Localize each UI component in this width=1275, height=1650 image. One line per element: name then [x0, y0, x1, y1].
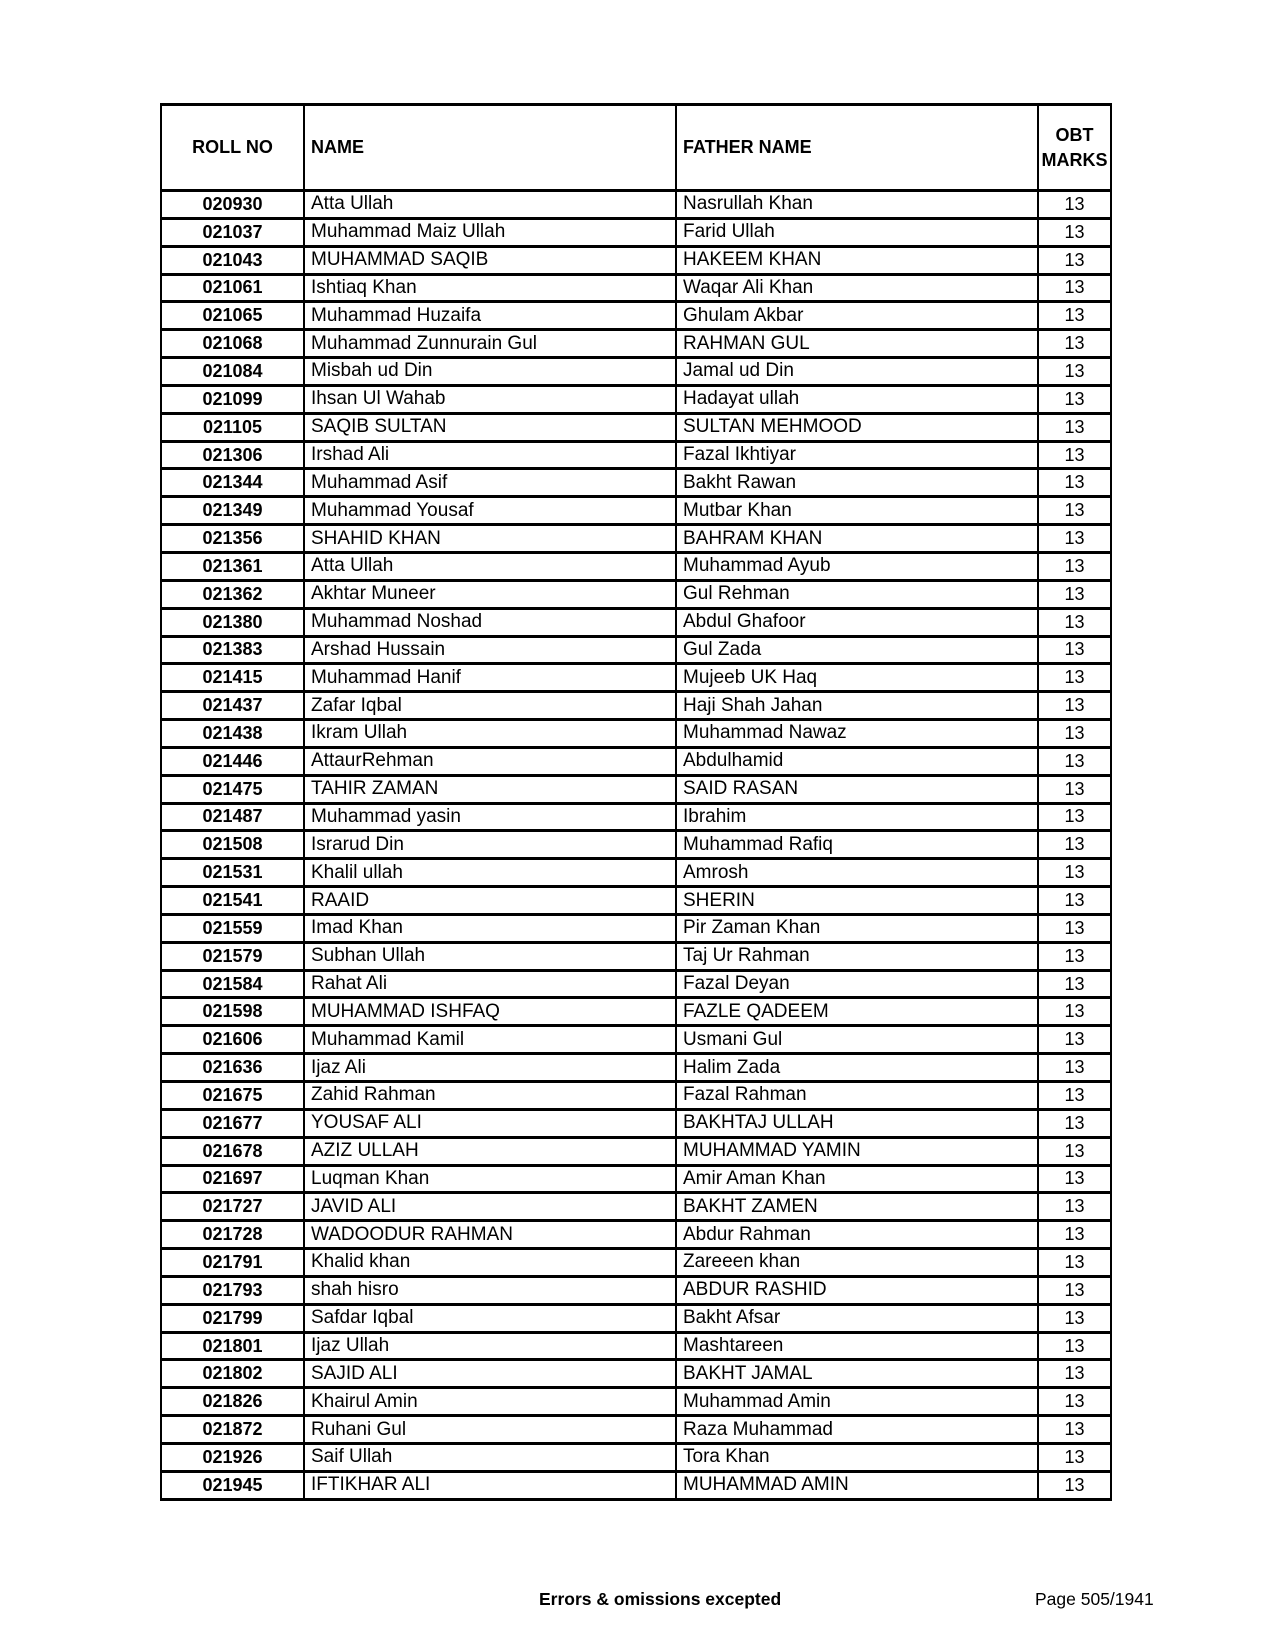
- obt-marks-cell: 13: [1038, 1193, 1111, 1221]
- name-cell: IFTIKHAR ALI: [304, 1471, 676, 1499]
- table-row: [161, 441, 1111, 469]
- table-row: [161, 692, 1111, 720]
- father-name-cell: BAKHT ZAMEN: [676, 1193, 1038, 1221]
- name-cell: MUHAMMAD ISHFAQ: [304, 998, 676, 1026]
- father-name-cell: Haji Shah Jahan: [676, 692, 1038, 720]
- name-cell: SAQIB SULTAN: [304, 413, 676, 441]
- obt-marks-cell: 13: [1038, 608, 1111, 636]
- father-name-cell: Muhammad Ayub: [676, 552, 1038, 580]
- roll-no-cell: 021793: [161, 1276, 304, 1304]
- roll-no-cell: 021306: [161, 441, 304, 469]
- obt-marks-cell: 13: [1038, 330, 1111, 358]
- name-cell: Muhammad Huzaifa: [304, 302, 676, 330]
- name-cell: AZIZ ULLAH: [304, 1137, 676, 1165]
- name-cell: Imad Khan: [304, 914, 676, 942]
- father-name-cell: SULTAN MEHMOOD: [676, 413, 1038, 441]
- father-name-cell: Amir Aman Khan: [676, 1165, 1038, 1193]
- father-name-cell: Mutbar Khan: [676, 497, 1038, 525]
- header-name: NAME: [304, 105, 676, 191]
- table-row: [161, 1082, 1111, 1110]
- obt-marks-cell: 13: [1038, 1137, 1111, 1165]
- name-cell: Atta Ullah: [304, 552, 676, 580]
- father-name-cell: Bakht Afsar: [676, 1304, 1038, 1332]
- table-row: [161, 998, 1111, 1026]
- name-cell: Ishtiaq Khan: [304, 274, 676, 302]
- name-cell: AttaurRehman: [304, 747, 676, 775]
- father-name-cell: Muhammad Amin: [676, 1388, 1038, 1416]
- name-cell: Ijaz Ullah: [304, 1332, 676, 1360]
- roll-no-cell: 021105: [161, 413, 304, 441]
- roll-no-cell: 021383: [161, 636, 304, 664]
- name-cell: Ruhani Gul: [304, 1416, 676, 1444]
- obt-marks-cell: 13: [1038, 970, 1111, 998]
- table-row: [161, 608, 1111, 636]
- father-name-cell: Gul Zada: [676, 636, 1038, 664]
- father-name-cell: HAKEEM KHAN: [676, 246, 1038, 274]
- name-cell: Khairul Amin: [304, 1388, 676, 1416]
- table-row: [161, 1471, 1111, 1499]
- table-row: [161, 385, 1111, 413]
- father-name-cell: Abdulhamid: [676, 747, 1038, 775]
- obt-marks-cell: 13: [1038, 803, 1111, 831]
- table-row: [161, 720, 1111, 748]
- father-name-cell: Ibrahim: [676, 803, 1038, 831]
- father-name-cell: Halim Zada: [676, 1054, 1038, 1082]
- roll-no-cell: 021728: [161, 1221, 304, 1249]
- name-cell: TAHIR ZAMAN: [304, 775, 676, 803]
- father-name-cell: Fazal Deyan: [676, 970, 1038, 998]
- roll-no-cell: 021606: [161, 1026, 304, 1054]
- name-cell: Muhammad Maiz Ullah: [304, 218, 676, 246]
- obt-marks-cell: 13: [1038, 580, 1111, 608]
- name-cell: Subhan Ullah: [304, 942, 676, 970]
- obt-marks-cell: 13: [1038, 1165, 1111, 1193]
- name-cell: WADOODUR RAHMAN: [304, 1221, 676, 1249]
- obt-marks-cell: 13: [1038, 747, 1111, 775]
- name-cell: Atta Ullah: [304, 191, 676, 219]
- name-cell: Muhammad Yousaf: [304, 497, 676, 525]
- table-row: [161, 1137, 1111, 1165]
- name-cell: Muhammad Hanif: [304, 664, 676, 692]
- father-name-cell: Usmani Gul: [676, 1026, 1038, 1054]
- father-name-cell: Farid Ullah: [676, 218, 1038, 246]
- table-row: [161, 218, 1111, 246]
- name-cell: Rahat Ali: [304, 970, 676, 998]
- father-name-cell: Pir Zaman Khan: [676, 914, 1038, 942]
- roll-no-cell: 021437: [161, 692, 304, 720]
- father-name-cell: Waqar Ali Khan: [676, 274, 1038, 302]
- roll-no-cell: 021043: [161, 246, 304, 274]
- obt-marks-cell: 13: [1038, 775, 1111, 803]
- father-name-cell: Mashtareen: [676, 1332, 1038, 1360]
- footer-note: Errors & omissions excepted: [539, 1589, 782, 1609]
- roll-no-cell: 021675: [161, 1082, 304, 1110]
- roll-no-cell: 021099: [161, 385, 304, 413]
- table-row: [161, 191, 1111, 219]
- name-cell: Muhammad Kamil: [304, 1026, 676, 1054]
- roll-no-cell: 021061: [161, 274, 304, 302]
- obt-marks-cell: 13: [1038, 1332, 1111, 1360]
- table-row: [161, 859, 1111, 887]
- table-row: [161, 970, 1111, 998]
- roll-no-cell: 021677: [161, 1109, 304, 1137]
- roll-no-cell: 021799: [161, 1304, 304, 1332]
- name-cell: MUHAMMAD SAQIB: [304, 246, 676, 274]
- obt-marks-cell: 13: [1038, 720, 1111, 748]
- roll-no-cell: 021349: [161, 497, 304, 525]
- father-name-cell: Abdur Rahman: [676, 1221, 1038, 1249]
- table-row: [161, 1360, 1111, 1388]
- obt-marks-cell: 13: [1038, 636, 1111, 664]
- obt-marks-cell: 13: [1038, 1054, 1111, 1082]
- obt-marks-cell: 13: [1038, 831, 1111, 859]
- name-cell: YOUSAF ALI: [304, 1109, 676, 1137]
- roll-no-cell: 021579: [161, 942, 304, 970]
- results-table: [160, 103, 1112, 1501]
- obt-marks-cell: 13: [1038, 998, 1111, 1026]
- name-cell: Zafar Iqbal: [304, 692, 676, 720]
- father-name-cell: Zareeen khan: [676, 1249, 1038, 1277]
- table-row: [161, 413, 1111, 441]
- roll-no-cell: 021446: [161, 747, 304, 775]
- table-row: [161, 1304, 1111, 1332]
- table-row: [161, 580, 1111, 608]
- father-name-cell: FAZLE QADEEM: [676, 998, 1038, 1026]
- obt-marks-cell: 13: [1038, 1443, 1111, 1471]
- table-row: [161, 1416, 1111, 1444]
- father-name-cell: Muhammad Rafiq: [676, 831, 1038, 859]
- roll-no-cell: 021356: [161, 525, 304, 553]
- father-name-cell: Jamal ud Din: [676, 358, 1038, 386]
- table-row: [161, 803, 1111, 831]
- roll-no-cell: 021926: [161, 1443, 304, 1471]
- obt-marks-cell: 13: [1038, 525, 1111, 553]
- table-row: [161, 1026, 1111, 1054]
- name-cell: Irshad Ali: [304, 441, 676, 469]
- roll-no-cell: 021872: [161, 1416, 304, 1444]
- father-name-cell: Raza Muhammad: [676, 1416, 1038, 1444]
- obt-marks-cell: 13: [1038, 302, 1111, 330]
- roll-no-cell: 021344: [161, 469, 304, 497]
- father-name-cell: RAHMAN GUL: [676, 330, 1038, 358]
- obt-marks-cell: 13: [1038, 441, 1111, 469]
- roll-no-cell: 021584: [161, 970, 304, 998]
- roll-no-cell: 021415: [161, 664, 304, 692]
- obt-marks-cell: 13: [1038, 1471, 1111, 1499]
- name-cell: RAAID: [304, 887, 676, 915]
- name-cell: Akhtar Muneer: [304, 580, 676, 608]
- name-cell: Zahid Rahman: [304, 1082, 676, 1110]
- table-row: [161, 1249, 1111, 1277]
- header-father-name: FATHER NAME: [676, 105, 1038, 191]
- obt-marks-cell: 13: [1038, 552, 1111, 580]
- table-row: [161, 664, 1111, 692]
- table-header: [161, 105, 1111, 191]
- roll-no-cell: 021068: [161, 330, 304, 358]
- father-name-cell: BAKHT JAMAL: [676, 1360, 1038, 1388]
- table-row: [161, 1388, 1111, 1416]
- name-cell: Ihsan Ul Wahab: [304, 385, 676, 413]
- name-cell: Muhammad Noshad: [304, 608, 676, 636]
- header-row: [161, 105, 1111, 191]
- obt-marks-cell: 13: [1038, 887, 1111, 915]
- table-row: [161, 747, 1111, 775]
- table-row: [161, 525, 1111, 553]
- roll-no-cell: 021361: [161, 552, 304, 580]
- table-row: [161, 552, 1111, 580]
- obt-marks-cell: 13: [1038, 385, 1111, 413]
- roll-no-cell: 021362: [161, 580, 304, 608]
- roll-no-cell: 021438: [161, 720, 304, 748]
- obt-marks-cell: 13: [1038, 1304, 1111, 1332]
- roll-no-cell: 021531: [161, 859, 304, 887]
- obt-marks-cell: 13: [1038, 1360, 1111, 1388]
- roll-no-cell: 021559: [161, 914, 304, 942]
- roll-no-cell: 021380: [161, 608, 304, 636]
- table-row: [161, 1109, 1111, 1137]
- father-name-cell: Fazal Rahman: [676, 1082, 1038, 1110]
- name-cell: Israrud Din: [304, 831, 676, 859]
- table-row: [161, 636, 1111, 664]
- father-name-cell: Nasrullah Khan: [676, 191, 1038, 219]
- father-name-cell: BAKHTAJ ULLAH: [676, 1109, 1038, 1137]
- roll-no-cell: 021801: [161, 1332, 304, 1360]
- obt-marks-cell: 13: [1038, 191, 1111, 219]
- name-cell: Khalil ullah: [304, 859, 676, 887]
- table-row: [161, 775, 1111, 803]
- obt-marks-cell: 13: [1038, 1388, 1111, 1416]
- father-name-cell: BAHRAM KHAN: [676, 525, 1038, 553]
- table-row: [161, 497, 1111, 525]
- table-row: [161, 246, 1111, 274]
- table-row: [161, 1443, 1111, 1471]
- father-name-cell: Amrosh: [676, 859, 1038, 887]
- obt-marks-cell: 13: [1038, 1082, 1111, 1110]
- roll-no-cell: 021678: [161, 1137, 304, 1165]
- name-cell: Khalid khan: [304, 1249, 676, 1277]
- table-row: [161, 1054, 1111, 1082]
- father-name-cell: Muhammad Nawaz: [676, 720, 1038, 748]
- table-row: [161, 942, 1111, 970]
- name-cell: Saif Ullah: [304, 1443, 676, 1471]
- obt-marks-cell: 13: [1038, 1249, 1111, 1277]
- table-row: [161, 1193, 1111, 1221]
- roll-no-cell: 021636: [161, 1054, 304, 1082]
- name-cell: SAJID ALI: [304, 1360, 676, 1388]
- name-cell: Ikram Ullah: [304, 720, 676, 748]
- header-roll-no: ROLL NO: [161, 105, 304, 191]
- roll-no-cell: 021945: [161, 1471, 304, 1499]
- roll-no-cell: 020930: [161, 191, 304, 219]
- obt-marks-cell: 13: [1038, 942, 1111, 970]
- roll-no-cell: 021508: [161, 831, 304, 859]
- table-row: [161, 274, 1111, 302]
- father-name-cell: ABDUR RASHID: [676, 1276, 1038, 1304]
- name-cell: Misbah ud Din: [304, 358, 676, 386]
- name-cell: Ijaz Ali: [304, 1054, 676, 1082]
- father-name-cell: SHERIN: [676, 887, 1038, 915]
- roll-no-cell: 021826: [161, 1388, 304, 1416]
- obt-marks-cell: 13: [1038, 413, 1111, 441]
- obt-marks-cell: 13: [1038, 664, 1111, 692]
- father-name-cell: Gul Rehman: [676, 580, 1038, 608]
- roll-no-cell: 021037: [161, 218, 304, 246]
- roll-no-cell: 021598: [161, 998, 304, 1026]
- name-cell: Safdar Iqbal: [304, 1304, 676, 1332]
- roll-no-cell: 021802: [161, 1360, 304, 1388]
- name-cell: SHAHID KHAN: [304, 525, 676, 553]
- table-row: [161, 469, 1111, 497]
- name-cell: JAVID ALI: [304, 1193, 676, 1221]
- table-row: [161, 302, 1111, 330]
- roll-no-cell: 021065: [161, 302, 304, 330]
- father-name-cell: MUHAMMAD AMIN: [676, 1471, 1038, 1499]
- obt-marks-cell: 13: [1038, 859, 1111, 887]
- roll-no-cell: 021487: [161, 803, 304, 831]
- table-row: [161, 330, 1111, 358]
- obt-marks-cell: 13: [1038, 1416, 1111, 1444]
- obt-marks-cell: 13: [1038, 358, 1111, 386]
- table-row: [161, 1221, 1111, 1249]
- father-name-cell: SAID RASAN: [676, 775, 1038, 803]
- name-cell: Muhammad Asif: [304, 469, 676, 497]
- obt-marks-cell: 13: [1038, 1276, 1111, 1304]
- obt-marks-cell: 13: [1038, 246, 1111, 274]
- table-row: [161, 1165, 1111, 1193]
- name-cell: shah hisro: [304, 1276, 676, 1304]
- table-row: [161, 914, 1111, 942]
- obt-marks-cell: 13: [1038, 1109, 1111, 1137]
- obt-marks-cell: 13: [1038, 1026, 1111, 1054]
- name-cell: Luqman Khan: [304, 1165, 676, 1193]
- name-cell: Muhammad yasin: [304, 803, 676, 831]
- table-row: [161, 358, 1111, 386]
- father-name-cell: Taj Ur Rahman: [676, 942, 1038, 970]
- obt-marks-cell: 13: [1038, 218, 1111, 246]
- name-cell: Muhammad Zunnurain Gul: [304, 330, 676, 358]
- father-name-cell: Ghulam Akbar: [676, 302, 1038, 330]
- roll-no-cell: 021084: [161, 358, 304, 386]
- obt-marks-cell: 13: [1038, 497, 1111, 525]
- table-row: [161, 887, 1111, 915]
- father-name-cell: Mujeeb UK Haq: [676, 664, 1038, 692]
- table-row: [161, 831, 1111, 859]
- header-obt-marks: OBT MARKS: [1038, 105, 1111, 191]
- obt-marks-cell: 13: [1038, 274, 1111, 302]
- table-row: [161, 1332, 1111, 1360]
- roll-no-cell: 021541: [161, 887, 304, 915]
- roll-no-cell: 021791: [161, 1249, 304, 1277]
- roll-no-cell: 021727: [161, 1193, 304, 1221]
- roll-no-cell: 021475: [161, 775, 304, 803]
- obt-marks-cell: 13: [1038, 1221, 1111, 1249]
- table-row: [161, 1276, 1111, 1304]
- table-body: [161, 191, 1111, 1500]
- father-name-cell: Bakht Rawan: [676, 469, 1038, 497]
- obt-marks-cell: 13: [1038, 914, 1111, 942]
- father-name-cell: Hadayat ullah: [676, 385, 1038, 413]
- father-name-cell: Fazal Ikhtiyar: [676, 441, 1038, 469]
- father-name-cell: MUHAMMAD YAMIN: [676, 1137, 1038, 1165]
- father-name-cell: Tora Khan: [676, 1443, 1038, 1471]
- roll-no-cell: 021697: [161, 1165, 304, 1193]
- obt-marks-cell: 13: [1038, 469, 1111, 497]
- father-name-cell: Abdul Ghafoor: [676, 608, 1038, 636]
- obt-marks-cell: 13: [1038, 692, 1111, 720]
- name-cell: Arshad Hussain: [304, 636, 676, 664]
- footer-page-number: Page 505/1941: [1035, 1589, 1154, 1609]
